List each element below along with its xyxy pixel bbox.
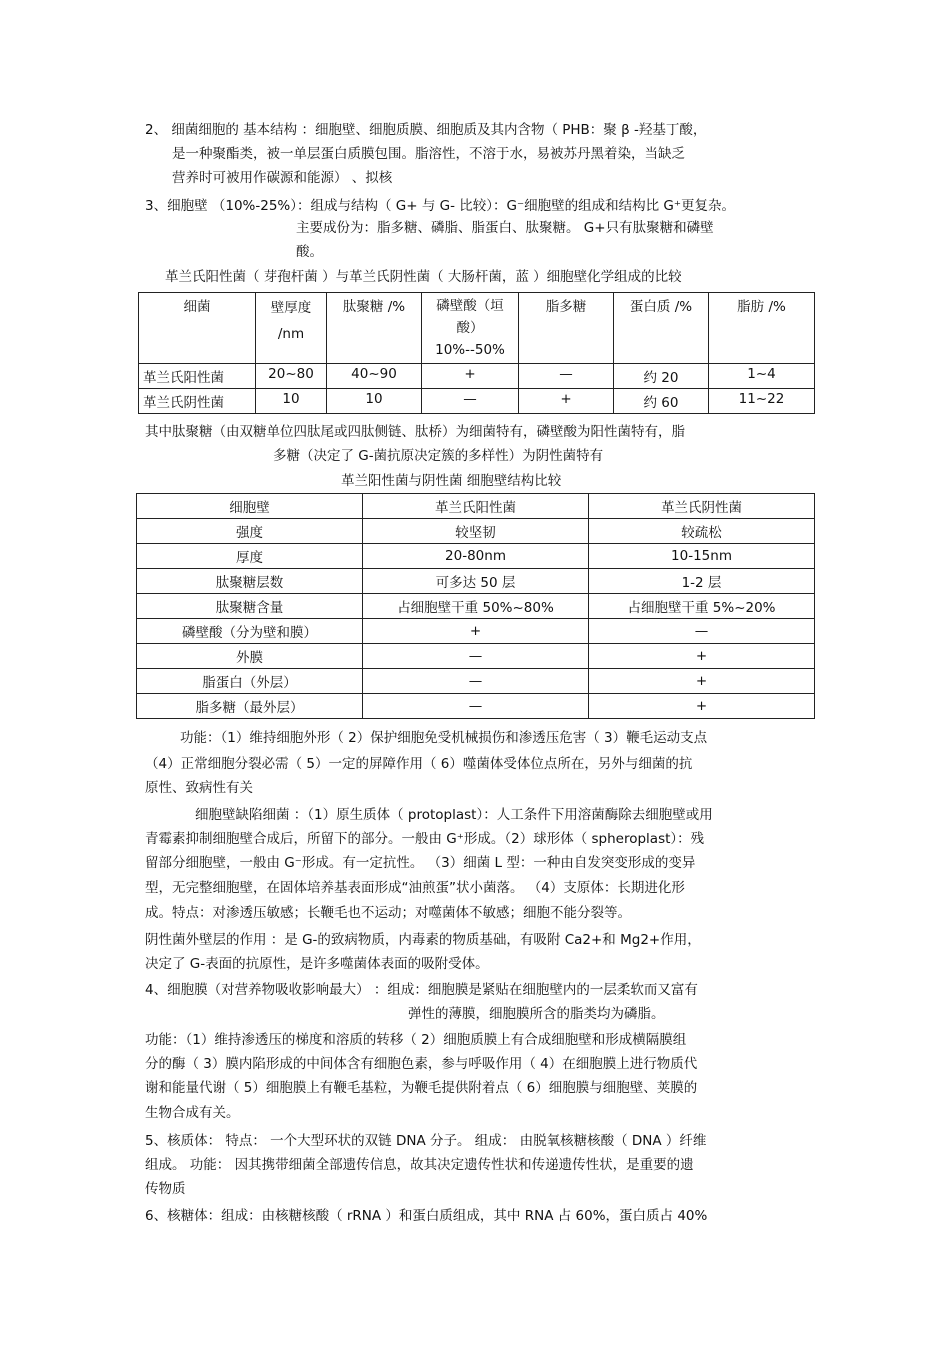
text-line: 5、核质体： 特点： 一个大型环状的双链 DNA 分子。 组成： 由脱氧核糖核酸（ DNA ）纤维 xyxy=(145,1133,707,1149)
table-cell: 占细胞壁干重 50%~80% xyxy=(363,594,589,619)
header-cell: 肽聚糖 /% xyxy=(327,293,422,364)
text-line: 留部分细胞壁，一般由 G⁻形成。有一定抗性。 （3）细菌 L 型：一种由自发突变形成的变异 xyxy=(145,855,696,871)
table-cell: + xyxy=(589,669,815,694)
text-line: 主要成份为：脂多糖、磷脂、脂蛋白、肽聚糖。 G+只有肽聚糖和磷壁 xyxy=(296,220,714,236)
table-row xyxy=(137,544,815,569)
text-line: 原性、致病性有关 xyxy=(145,780,253,796)
table-cell: + xyxy=(422,364,519,389)
cell-wall-composition-table xyxy=(138,292,815,414)
table-cell: — xyxy=(363,669,589,694)
text-line: 4、细胞膜（对营养物吸收影响最大） ：组成：细胞膜是紧贴在细胞壁内的一层柔软而又富有 xyxy=(145,982,698,998)
table-cell: 强度 xyxy=(137,519,363,544)
table-cell: 20~80 xyxy=(256,364,327,389)
table-row xyxy=(137,619,815,644)
table-cell: 1~4 xyxy=(709,364,815,389)
text-line: 多糖（决定了 G-菌抗原决定簇的多样性）为阴性菌特有 xyxy=(273,448,604,464)
table-cell: 可多达 50 层 xyxy=(363,569,589,594)
table-cell: 11~22 xyxy=(709,389,815,414)
table-cell: 脂蛋白（外层） xyxy=(137,669,363,694)
table-row xyxy=(137,519,815,544)
table-cell: — xyxy=(363,644,589,669)
text-line: 革兰阳性菌与阴性菌 细胞壁结构比较 xyxy=(341,473,562,489)
header-cell: 蛋白质 /% xyxy=(614,293,709,364)
table-cell: + xyxy=(519,389,614,414)
table-cell: 约 20 xyxy=(614,364,709,389)
header-cell: 革兰氏阳性菌 xyxy=(363,494,589,519)
text-line: 组成。 功能： 因其携带细菌全部遗传信息，故其决定遗传性状和传递遗传性状，是重要的遗 xyxy=(145,1157,694,1173)
text-line: 决定了 G-表面的抗原性，是许多噬菌体表面的吸附受体。 xyxy=(145,956,489,972)
table-cell: 革兰氏阳性菌 xyxy=(139,364,256,389)
text-line: 型，无完整细胞壁，在固体培养基表面形成“油煎蛋”状小菌落。 （4）支原体：长期进化形 xyxy=(145,880,685,896)
table-cell: 10 xyxy=(327,389,422,414)
table-cell: — xyxy=(589,619,815,644)
table-cell: — xyxy=(519,364,614,389)
text-line: 谢和能量代谢（ 5）细胞膜上有鞭毛基粒，为鞭毛提供附着点（ 6）细胞膜与细胞壁、荚膜的 xyxy=(145,1080,698,1096)
table-row xyxy=(137,569,815,594)
header-cell: 细菌 xyxy=(139,293,256,364)
text-line: 弹性的薄膜，细胞膜所含的脂类均为磷脂。 xyxy=(408,1006,665,1022)
text-line: 革兰氏阳性菌（ 芽孢杆菌 ）与革兰氏阴性菌（ 大肠杆菌，蓝 ）细胞壁化学组成的比较 xyxy=(165,269,682,285)
table-row xyxy=(137,669,815,694)
table-cell: 外膜 xyxy=(137,644,363,669)
header-cell: 壁厚度 /nm xyxy=(256,293,327,364)
table-cell: 占细胞壁干重 5%~20% xyxy=(589,594,815,619)
header-cell: 革兰氏阴性菌 xyxy=(589,494,815,519)
table-cell: 脂多糖（最外层） xyxy=(137,694,363,719)
table-cell: 磷壁酸（分为壁和膜） xyxy=(137,619,363,644)
table-cell: + xyxy=(589,694,815,719)
header-cell: 磷壁酸（垣 酸） 10%--50% xyxy=(422,293,519,364)
table-row xyxy=(137,644,815,669)
text-line: （4）正常细胞分裂必需（ 5）一定的屏障作用（ 6）噬菌体受体位点所在，另外与细菌的抗 xyxy=(145,756,693,772)
text-line: 其中肽聚糖（由双糖单位四肽尾或四肽侧链、肽桥）为细菌特有，磷壁酸为阳性菌特有，脂 xyxy=(145,424,685,440)
table-cell: 20-80nm xyxy=(363,544,589,569)
table-header-row xyxy=(137,494,815,519)
table-cell: 肽聚糖含量 xyxy=(137,594,363,619)
table-cell: 1-2 层 xyxy=(589,569,815,594)
table-row xyxy=(137,594,815,619)
table-cell: 40~90 xyxy=(327,364,422,389)
header-cell: 细胞壁 xyxy=(137,494,363,519)
table-header-row xyxy=(139,293,815,364)
table-cell: — xyxy=(363,694,589,719)
text-line: 青霉素抑制细胞壁合成后，所留下的部分。一般由 G⁺形成。（2）球形体（ spheroplast）：残 xyxy=(145,831,705,847)
text-line: 生物合成有关。 xyxy=(145,1105,240,1121)
table-row xyxy=(139,389,815,414)
table-cell: 10 xyxy=(256,389,327,414)
text-line: 功能：（1）维持细胞外形（ 2）保护细胞免受机械损伤和渗透压危害（ 3）鞭毛运动支点 xyxy=(180,730,708,746)
table-cell: 约 60 xyxy=(614,389,709,414)
text-line: 细胞壁缺陷细菌 ：（1）原生质体（ protoplast）：人工条件下用溶菌酶除去细胞壁或用 xyxy=(195,807,713,823)
text-line: 是一种聚酯类，被一单层蛋白质膜包围。脂溶性，不溶于水，易被苏丹黑着染，当缺乏 xyxy=(172,146,685,162)
table-row xyxy=(137,694,815,719)
text-line: 成。特点：对渗透压敏感；长鞭毛也不运动；对噬菌体不敏感；细胞不能分裂等。 xyxy=(145,905,631,921)
header-cell: 脂肪 /% xyxy=(709,293,815,364)
table-cell: 厚度 xyxy=(137,544,363,569)
header-cell: 脂多糖 xyxy=(519,293,614,364)
text-line: 酸。 xyxy=(296,244,323,260)
text-line: 功能：（1）维持渗透压的梯度和溶质的转移（ 2）细胞质膜上有合成细胞壁和形成横隔膜组 xyxy=(145,1032,687,1048)
text-line: 3、细胞壁 （10%-25%）：组成与结构（ G+ 与 G- 比较）：G⁻细胞壁的组成和结构比 G⁺更复杂。 xyxy=(145,198,735,214)
table-cell: + xyxy=(589,644,815,669)
table-cell: 革兰氏阴性菌 xyxy=(139,389,256,414)
text-line: 营养时可被用作碳源和能源） 、拟核 xyxy=(172,170,393,186)
text-line: 分的酶（ 3）膜内陷形成的中间体含有细胞色素，参与呼吸作用（ 4）在细胞膜上进行物质代 xyxy=(145,1056,698,1072)
table-cell: 较疏松 xyxy=(589,519,815,544)
table-cell: 较坚韧 xyxy=(363,519,589,544)
text-line: 2、 细菌细胞的 基本结构 ：细胞壁、细胞质膜、细胞质及其内含物（ PHB：聚 β -羟基丁酸， xyxy=(145,122,707,138)
table-row xyxy=(139,364,815,389)
text-line: 6、核糖体：组成：由核糖核酸（ rRNA ）和蛋白质组成，其中 RNA 占 60%，蛋白质占 40% xyxy=(145,1208,708,1224)
table-cell: — xyxy=(422,389,519,414)
text-line: 传物质 xyxy=(145,1181,186,1197)
table-cell: + xyxy=(363,619,589,644)
text-line: 阴性菌外壁层的作用 ：是 G-的致病物质，内毒素的物质基础，有吸附 Ca2+和 Mg2+作用， xyxy=(145,932,701,948)
table-cell: 肽聚糖层数 xyxy=(137,569,363,594)
table-cell: 10-15nm xyxy=(589,544,815,569)
cell-wall-structure-table xyxy=(136,493,815,719)
